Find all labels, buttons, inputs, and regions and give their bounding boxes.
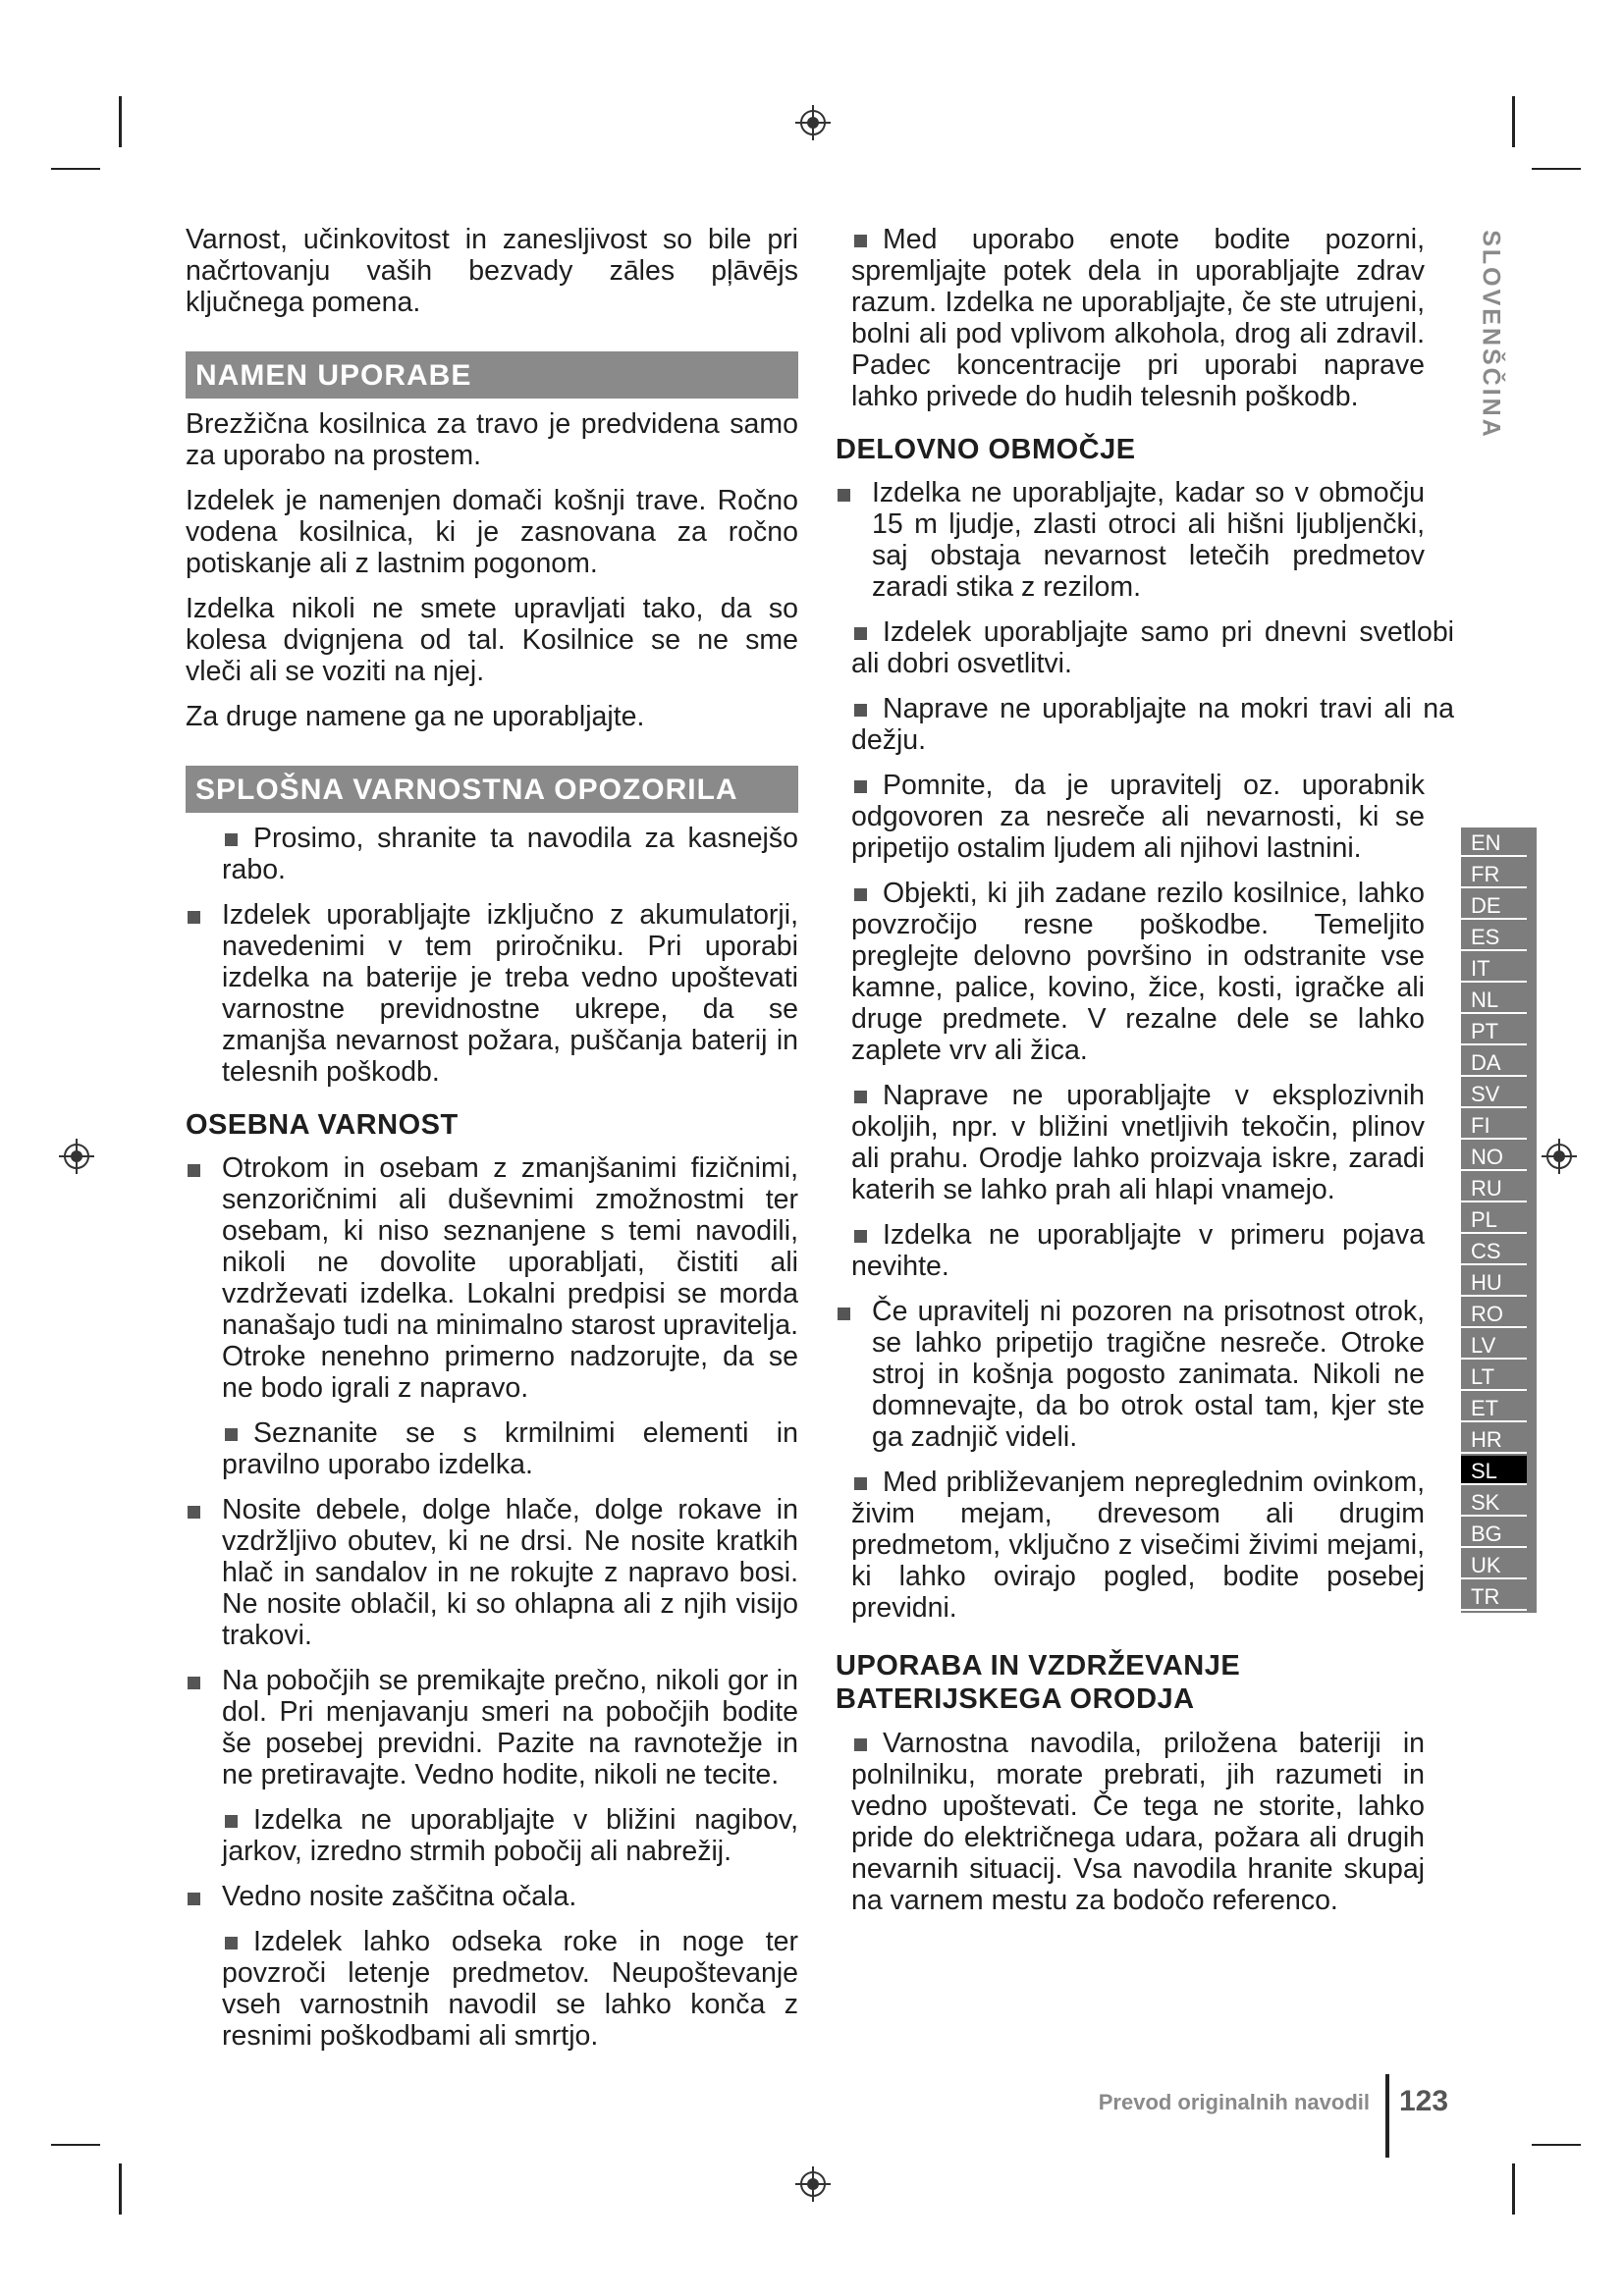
language-tab-es[interactable]: ES — [1461, 922, 1527, 951]
list-item — [186, 1804, 798, 1867]
left-column — [186, 224, 798, 2065]
list-item — [186, 1417, 798, 1480]
language-tab-lt[interactable]: LT — [1461, 1362, 1527, 1391]
language-tab-nl[interactable]: NL — [1461, 985, 1527, 1014]
registration-mark-icon — [793, 2164, 833, 2204]
list-item — [836, 616, 1454, 679]
crop-mark — [1532, 2144, 1581, 2146]
list-item-text: Pomnite, da je upravitelj oz. uporabnik odgovoren za nesreče ali nevarnosti, ki se pripetijo ostalim ljudem ali njihovi lastnini. — [851, 770, 1425, 864]
bullet-icon — [854, 888, 867, 901]
list-item-text: Izdelka ne uporabljajte v primeru pojava nevihte. — [851, 1219, 1425, 1282]
language-tab-sk[interactable]: SK — [1461, 1487, 1527, 1517]
language-tab-hu[interactable]: HU — [1461, 1267, 1527, 1297]
list-item — [836, 224, 1454, 412]
list-item — [836, 878, 1454, 1066]
section-heading-battery-tool-use — [836, 1649, 1454, 1716]
language-tab-sl[interactable]: SL — [1461, 1456, 1527, 1485]
footer-note: Prevod originalnih navodil — [1098, 2090, 1370, 2114]
bullet-icon — [225, 1815, 238, 1828]
list-item-text: Izdelka ne uporabljajte v bližini nagibov, jarkov, izredno strmih pobočij ali nabrežij. — [222, 1804, 798, 1867]
list-item — [836, 1296, 1454, 1453]
crop-mark — [1532, 168, 1581, 170]
list-item — [186, 1152, 798, 1404]
list-item — [836, 477, 1454, 603]
crop-mark — [1512, 96, 1515, 147]
language-tab-hr[interactable]: HR — [1461, 1424, 1527, 1454]
list-item-text: Med približevanjem nepreglednim ovinkom, živim mejam, drevesom ali drugim predmetom, vključno z visečimi živimi mejami, ki lahko ovirajo pogled, bodite posebej previdni. — [851, 1467, 1425, 1624]
list-item — [836, 1080, 1454, 1205]
bullet-icon — [225, 1937, 238, 1949]
list-item — [836, 693, 1454, 756]
section-heading-line: UPORABA IN VZDRŽEVANJE — [836, 1650, 1241, 1682]
language-tab-tr[interactable]: TR — [1461, 1581, 1527, 1611]
bullet-icon — [838, 1308, 850, 1320]
list-item-text: Izdelek uporabljajte izključno z akumulatorji, navedenimi v tem priročniku. Pri uporabi izdelka na baterije je treba vedno upoštevati varnostne previdnostne ukrepe, da se zmanjša nevarnost požara, puščanja baterij in telesnih poškodb. — [222, 899, 798, 1088]
bullet-icon — [854, 1738, 867, 1751]
list-item-text: Na pobočjih se premikajte prečno, nikoli gor in dol. Pri menjavanju smeri na pobočjih bodite še posebej previdni. Pazite na ravnotežje in ne pretiravajte. Vedno hodite, nikoli ne tecite. — [222, 1665, 798, 1790]
language-tab-ru[interactable]: RU — [1461, 1173, 1527, 1202]
list-item-text: Prosimo, shranite ta navodila za kasnejšo rabo. — [222, 823, 798, 885]
footer-divider — [1385, 2074, 1389, 2158]
list-item-text: Varnostna navodila, priložena bateriji in polnilniku, morate prebrati, jih razumeti in vedno upoštevati. Če tega ne storite, lahko pride do električnega udara, požara ali drugih nevarnih situacij. Vsa navodila hranite skupaj na varnem mestu za bodočo referenco. — [851, 1728, 1425, 1916]
language-tab-fr[interactable]: FR — [1461, 859, 1527, 888]
language-tab-sv[interactable]: SV — [1461, 1079, 1527, 1108]
list-item-text: Če upravitelj ni pozoren na prisotnost otrok, se lahko pripetijo tragične nesreče. Otroke stroj in košnja pogosto zanimata. Nikoli ne domnevajte, da bo otrok ostal tam, kjer ste ga zadnjič videli. — [872, 1296, 1425, 1453]
crop-mark — [51, 2144, 100, 2146]
language-title — [1471, 224, 1510, 446]
bullet-icon — [188, 911, 200, 924]
list-item — [836, 1219, 1454, 1282]
crop-mark — [1512, 2163, 1515, 2215]
language-tab-bg[interactable]: BG — [1461, 1519, 1527, 1548]
bullet-icon — [188, 1506, 200, 1519]
list-item-text: Izdelek uporabljajte samo pri dnevni svetlobi ali dobri osvetlitvi. — [851, 616, 1454, 679]
page-number: 123 — [1399, 2085, 1449, 2117]
language-tab-cs[interactable]: CS — [1461, 1236, 1527, 1265]
list-item-text: Naprave ne uporabljajte na mokri travi ali na dežju. — [851, 693, 1454, 756]
bullet-icon — [188, 1677, 200, 1689]
list-item — [836, 770, 1454, 864]
list-item-text: Med uporabo enote bodite pozorni, spremljajte potek dela in uporabljajte zdrav razum. Izdelka ne uporabljajte, če ste utrujeni, bolni ali pod vplivom alkohola, drog ali zdravil. Padec koncentracije pri uporabi naprave lahko privede do hudih telesnih poškodb. — [851, 224, 1425, 412]
language-tab-en[interactable]: EN — [1461, 828, 1527, 857]
right-column — [836, 224, 1454, 1930]
crop-mark — [51, 168, 100, 170]
bullet-icon — [854, 704, 867, 717]
list-item-text: Vedno nosite zaščitna očala. — [222, 1881, 577, 1912]
language-tab-pt[interactable]: PT — [1461, 1016, 1527, 1045]
paragraph: Za druge namene ga ne uporabljajte. — [186, 701, 645, 732]
list-item-text: Nosite debele, dolge hlače, dolge rokave in vzdržljivo obutev, ki ne drsi. Ne nosite kratkih hlač in sandalov in ne rokujte z napravo bosi. Ne nosite oblačil, ki so ohlapna ali z njih visijo trakovi. — [222, 1494, 798, 1651]
bullet-icon — [838, 489, 850, 502]
language-title-text: SLOVENŠČINA — [1477, 230, 1505, 440]
list-item-text: Otrokom in osebam z zmanjšanimi fizičnimi, senzoričnimi ali duševnimi zmožnostmi ter osebam, ki niso seznanjene s temi navodili, nikoli ne dovolite uporabljati, čistiti ali vzdrževati izdelka. Lokalni predpisi se morda nanašajo tudi na minimalno starost upravitelja. Otroke nenehno primerno nadzorujte, da se ne bodo igrali z napravo. — [222, 1152, 798, 1404]
bullet-icon — [854, 1230, 867, 1243]
paragraph: Brezžična kosilnica za travo je predvidena samo za uporabo na prostem. — [186, 408, 798, 471]
list-item-text: Seznanite se s krmilnimi elementi in pravilno uporabo izdelka. — [222, 1417, 798, 1480]
section-heading-line: BATERIJSKEGA ORODJA — [836, 1683, 1195, 1715]
bullet-icon — [188, 1893, 200, 1905]
section-heading-general-warnings: SPLOŠNA VARNOSTNA OPOZORILA — [186, 766, 798, 813]
bullet-icon — [854, 780, 867, 793]
registration-mark-icon — [1540, 1137, 1579, 1176]
language-tab-et[interactable]: ET — [1461, 1393, 1527, 1422]
bullet-icon — [854, 627, 867, 640]
bullet-icon — [188, 1164, 200, 1177]
section-heading-intended-use: NAMEN UPORABE — [186, 351, 798, 399]
language-tab-uk[interactable]: UK — [1461, 1550, 1527, 1579]
list-item — [186, 1494, 798, 1651]
language-tab-lv[interactable]: LV — [1461, 1330, 1527, 1360]
bullet-icon — [854, 235, 867, 247]
list-item — [186, 823, 798, 885]
crop-mark — [119, 96, 122, 147]
language-tab-da[interactable]: DA — [1461, 1047, 1527, 1077]
bullet-icon — [854, 1477, 867, 1490]
language-tab-no[interactable]: NO — [1461, 1142, 1527, 1171]
list-item — [186, 1665, 798, 1790]
language-tab-de[interactable]: DE — [1461, 890, 1527, 920]
paragraph: Izdelek je namenjen domači košnji trave. Ročno vodena kosilnica, ki je zasnovana za ročno potiskanje ali z lastnim pogonom. — [186, 485, 798, 579]
section-heading-personal-safety: OSEBNA VARNOST — [186, 1109, 459, 1141]
language-tab-it[interactable]: IT — [1461, 953, 1527, 983]
list-item — [186, 899, 798, 1088]
registration-mark-icon — [793, 103, 833, 142]
list-item — [836, 1467, 1454, 1624]
list-item-text: Naprave ne uporabljajte v eksplozivnih okoljih, npr. v bližini vnetljivih tekočin, plinov ali prahu. Orodje lahko proizvaja iskre, zaradi katerih se lahko prah ali hlapi vnamejo. — [851, 1080, 1425, 1205]
paragraph: Izdelka nikoli ne smete upravljati tako, da so kolesa dvignjena od tal. Kosilnice se ne sme vleči ali se voziti na njej. — [186, 593, 798, 687]
list-item-text: Izdelek lahko odseka roke in noge ter povzroči letenje predmetov. Neupoštevanje vseh varnostnih navodil se lahko konča z resnimi poškodbami ali smrtjo. — [222, 1926, 798, 2052]
language-tabs — [1461, 828, 1537, 1613]
language-tab-ro[interactable]: RO — [1461, 1299, 1527, 1328]
section-heading-work-area: DELOVNO OBMOČJE — [836, 434, 1136, 465]
language-tab-pl[interactable]: PL — [1461, 1204, 1527, 1234]
bullet-icon — [225, 833, 238, 846]
language-tab-fi[interactable]: FI — [1461, 1110, 1527, 1140]
bullet-icon — [854, 1091, 867, 1103]
list-item-text: Izdelka ne uporabljajte, kadar so v območju 15 m ljudje, zlasti otroci ali hišni ljubljenčki, saj obstaja nevarnost letečih predmetov zaradi stika z rezilom. — [872, 477, 1425, 603]
crop-mark — [119, 2163, 122, 2215]
list-item — [186, 1926, 798, 2052]
bullet-icon — [225, 1428, 238, 1441]
list-item — [836, 1728, 1454, 1916]
registration-mark-icon — [57, 1137, 96, 1176]
list-item-text: Objekti, ki jih zadane rezilo kosilnice, lahko povzročijo resne poškodbe. Temeljito preglejte delovno površino in odstranite vse kamne, palice, kovino, žice, kosti, igračke ali druge predmete. V rezalne dele se lahko zaplete vrv ali žica. — [851, 878, 1425, 1066]
list-item — [186, 1881, 798, 1912]
intro-paragraph: Varnost, učinkovitost in zanesljivost so bile pri načrtovanju vaših bezvady zāles pļāvējs ključnega pomena. — [186, 224, 798, 318]
